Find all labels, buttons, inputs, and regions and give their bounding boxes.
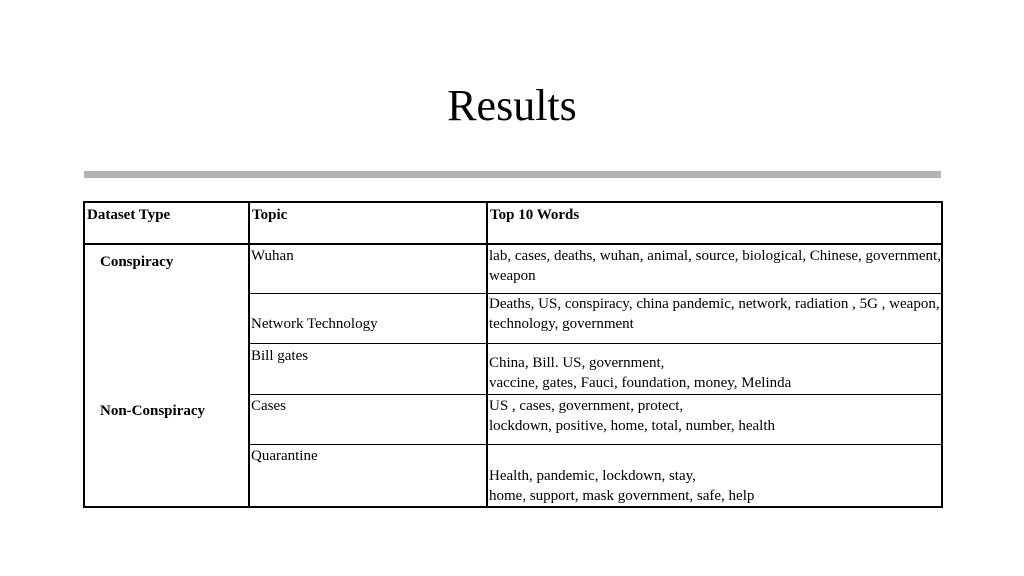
results-table: [83, 201, 943, 508]
top-words-cell: Deaths, US, conspiracy, china pandemic, network, radiation , 5G , weapon, technology, government: [487, 293, 942, 343]
header-topic: Topic: [249, 202, 487, 244]
header-dataset-type: Dataset Type: [84, 202, 249, 244]
title-divider: [84, 171, 941, 178]
top-words-cell: Health, pandemic, lockdown, stay, home, support, mask government, safe, help: [487, 444, 942, 507]
topic-cell: Cases: [249, 394, 487, 444]
dataset-type-non-conspiracy: Non-Conspiracy: [84, 394, 249, 507]
table-header-row: [84, 202, 942, 244]
header-top-words: Top 10 Words: [487, 202, 942, 244]
topic-cell: Bill gates: [249, 343, 487, 394]
topic-cell: Network Technology: [249, 293, 487, 343]
table-row: [84, 244, 942, 293]
slide-title: Results: [447, 81, 577, 130]
topic-cell: Wuhan: [249, 244, 487, 293]
table-row: [84, 394, 942, 444]
top-words-cell: US , cases, government, protect, lockdown, positive, home, total, number, health: [487, 394, 942, 444]
dataset-type-conspiracy: Conspiracy: [84, 244, 249, 394]
topic-cell: Quarantine: [249, 444, 487, 507]
top-words-cell: lab, cases, deaths, wuhan, animal, source, biological, Chinese, government, weapon: [487, 244, 942, 293]
top-words-cell: China, Bill. US, government, vaccine, gates, Fauci, foundation, money, Melinda: [487, 343, 942, 394]
